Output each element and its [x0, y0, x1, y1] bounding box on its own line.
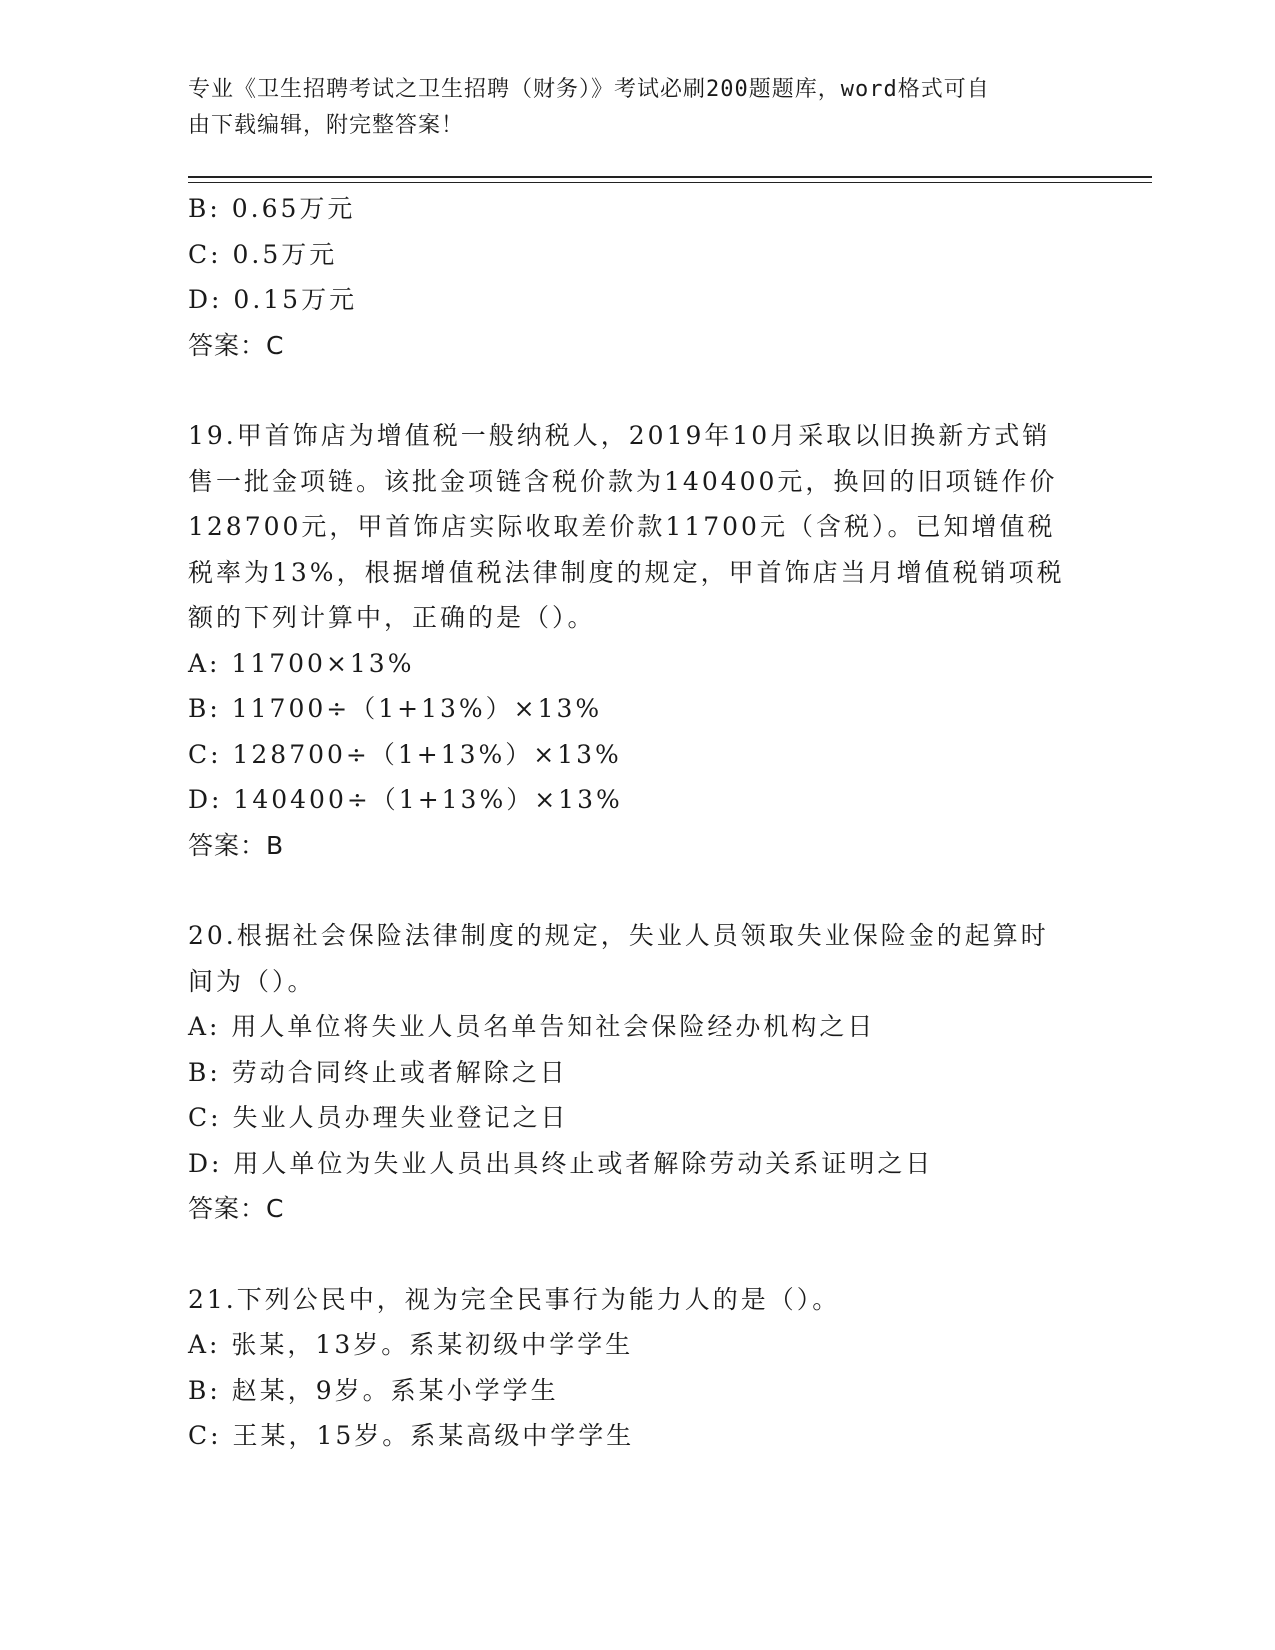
question-19: [188, 413, 1088, 868]
answer-line: 答案：C: [188, 330, 285, 360]
option-b: B: 0.65万元: [188, 194, 356, 223]
option-a: A: 11700×13%: [188, 648, 415, 678]
question-stem-line: 19.甲首饰店为增值税一般纳税人，2019年10月采取以旧换新方式销: [188, 421, 1051, 450]
question-stem-line: 售一批金项链。该批金项链含税价款为140400元，换回的旧项链作价: [188, 466, 1058, 496]
header-divider-thick: [188, 176, 1152, 178]
spacer: [188, 368, 1088, 413]
option-d: D: 140400÷（1+13%）×13%: [188, 785, 623, 814]
document-header: [188, 72, 1088, 144]
question-stem-line: 20.根据社会保险法律制度的规定，失业人员领取失业保险金的起算时: [188, 921, 1049, 950]
option-c: C: 0.5万元: [188, 239, 338, 269]
option-c: C: 128700÷（1+13%）×13%: [188, 739, 622, 769]
option-a: A: 张某，13岁。系某初级中学学生: [188, 1330, 634, 1359]
spacer: [188, 868, 1088, 913]
document-body: [188, 186, 1088, 1459]
question-21: [188, 1277, 1088, 1459]
option-c: C: 王某，15岁。系某高级中学学生: [188, 1421, 635, 1450]
header-line-2: 由下载编辑，附完整答案！: [188, 113, 465, 138]
option-d: D: 0.15万元: [188, 285, 358, 314]
question-stem-line: 间为（）。: [188, 966, 316, 996]
header-divider-thin: [188, 182, 1152, 183]
question-stem-line: 21.下列公民中，视为完全民事行为能力人的是（）。: [188, 1284, 841, 1314]
option-b: B: 劳动合同终止或者解除之日: [188, 1057, 568, 1087]
answer-line: 答案：C: [188, 1194, 285, 1223]
question-stem-line: 额的下列计算中，正确的是（）。: [188, 603, 596, 632]
header-line-1: 专业《卫生招聘考试之卫生招聘（财务）》考试必刷200题题库，word格式可自: [188, 77, 990, 102]
option-b: B: 赵某，9岁。系某小学学生: [188, 1375, 559, 1405]
option-b: B: 11700÷（1+13%）×13%: [188, 694, 603, 723]
question-18: [188, 186, 1088, 368]
question-20: [188, 913, 1088, 1232]
option-a: A: 用人单位将失业人员名单告知社会保险经办机构之日: [188, 1012, 876, 1041]
spacer: [188, 1232, 1088, 1277]
answer-line: 答案：B: [188, 830, 285, 860]
option-d: D: 用人单位为失业人员出具终止或者解除劳动关系证明之日: [188, 1148, 934, 1178]
option-c: C: 失业人员办理失业登记之日: [188, 1103, 569, 1132]
question-stem-line: 税率为13%，根据增值税法律制度的规定，甲首饰店当月增值税销项税: [188, 557, 1065, 587]
question-stem-line: 128700元，甲首饰店实际收取差价款11700元（含税）。已知增值税: [188, 512, 1056, 541]
